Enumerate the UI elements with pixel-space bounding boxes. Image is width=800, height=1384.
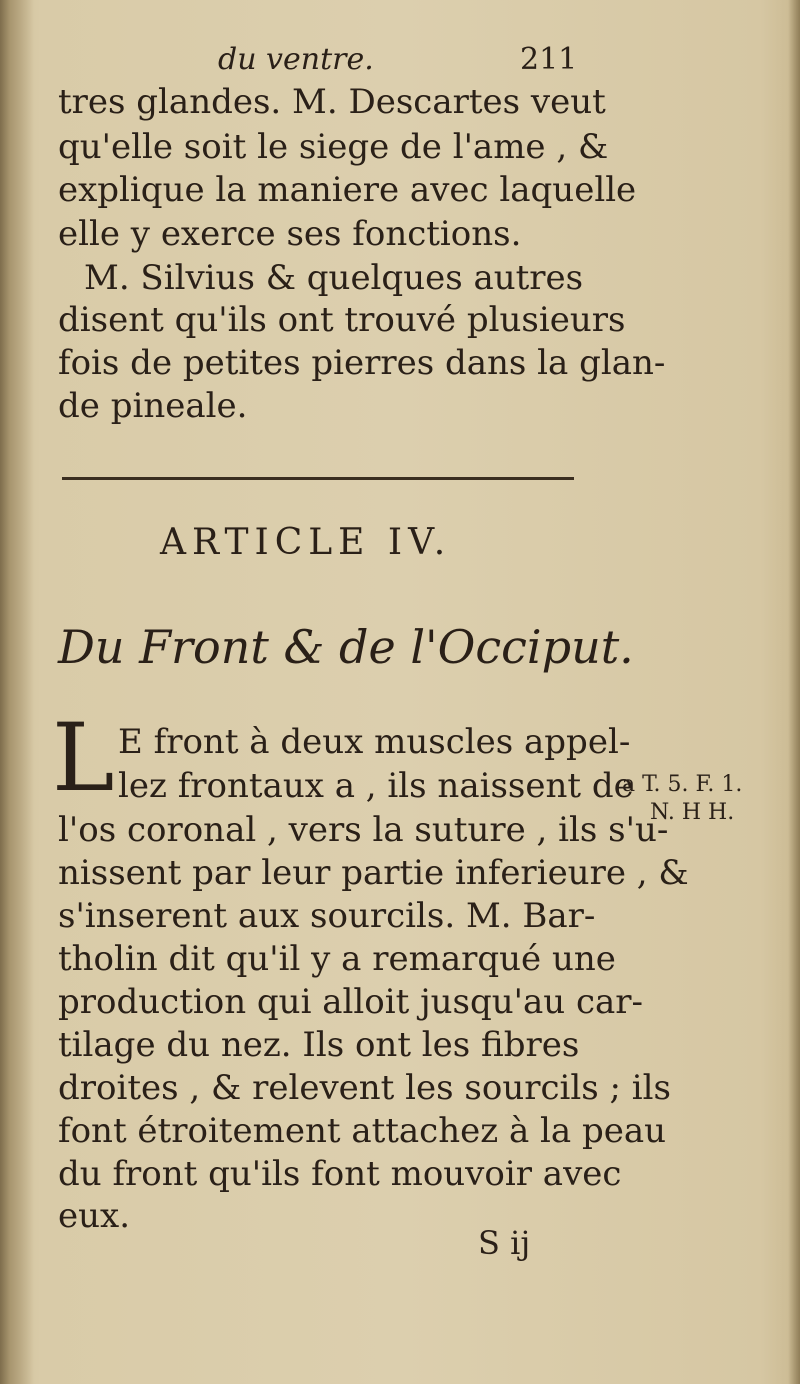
text-line: fois de petites pierres dans la glan- xyxy=(58,343,666,383)
text-line: production qui alloit jusqu'au car- xyxy=(58,982,644,1022)
text-line: explique la maniere avec laquelle xyxy=(58,170,637,210)
text-line: lez frontaux a , ils naissent de xyxy=(118,766,634,806)
text-line: tres glandes. M. Descartes veut xyxy=(58,82,606,122)
text-line: l'os coronal , vers la suture , ils s'u- xyxy=(58,810,669,850)
text-line: eux. xyxy=(58,1196,131,1236)
text-line: font étroitement attachez à la peau xyxy=(58,1111,667,1151)
text-line: disent qu'ils ont trouvé plusieurs xyxy=(58,300,626,340)
text-line: nissent par leur partie inferieure , & xyxy=(58,853,689,893)
margin-note: a T. 5. F. 1. xyxy=(622,772,743,797)
text-line: M. Silvius & quelques autres xyxy=(84,258,584,298)
text-line: qu'elle soit le siege de l'ame , & xyxy=(58,127,609,167)
gutter-shadow xyxy=(0,0,34,1384)
margin-note: N. H H. xyxy=(650,800,735,825)
text-line: tilage du nez. Ils ont les fibres xyxy=(58,1025,580,1065)
drop-cap: L xyxy=(52,704,115,813)
text-line: tholin dit qu'il y a remarqué une xyxy=(58,939,616,979)
text-line: E front à deux muscles appel- xyxy=(118,722,631,762)
article-subtitle: Du Front & de l'Occiput. xyxy=(58,620,634,674)
text-line: droites , & relevent les sourcils ; ils xyxy=(58,1068,671,1108)
section-divider xyxy=(62,477,574,480)
signature-mark: S ij xyxy=(478,1224,531,1262)
text-line: elle y exerce ses fonctions. xyxy=(58,214,522,254)
running-head: du ventre. xyxy=(218,42,374,77)
text-line: s'inserent aux sourcils. M. Bar- xyxy=(58,896,596,936)
article-heading: ARTICLE IV. xyxy=(160,522,452,563)
text-line: de pineale. xyxy=(58,386,248,426)
page-edge xyxy=(788,0,800,1384)
page-number: 211 xyxy=(520,42,578,77)
text-line: du front qu'ils font mouvoir avec xyxy=(58,1154,622,1194)
